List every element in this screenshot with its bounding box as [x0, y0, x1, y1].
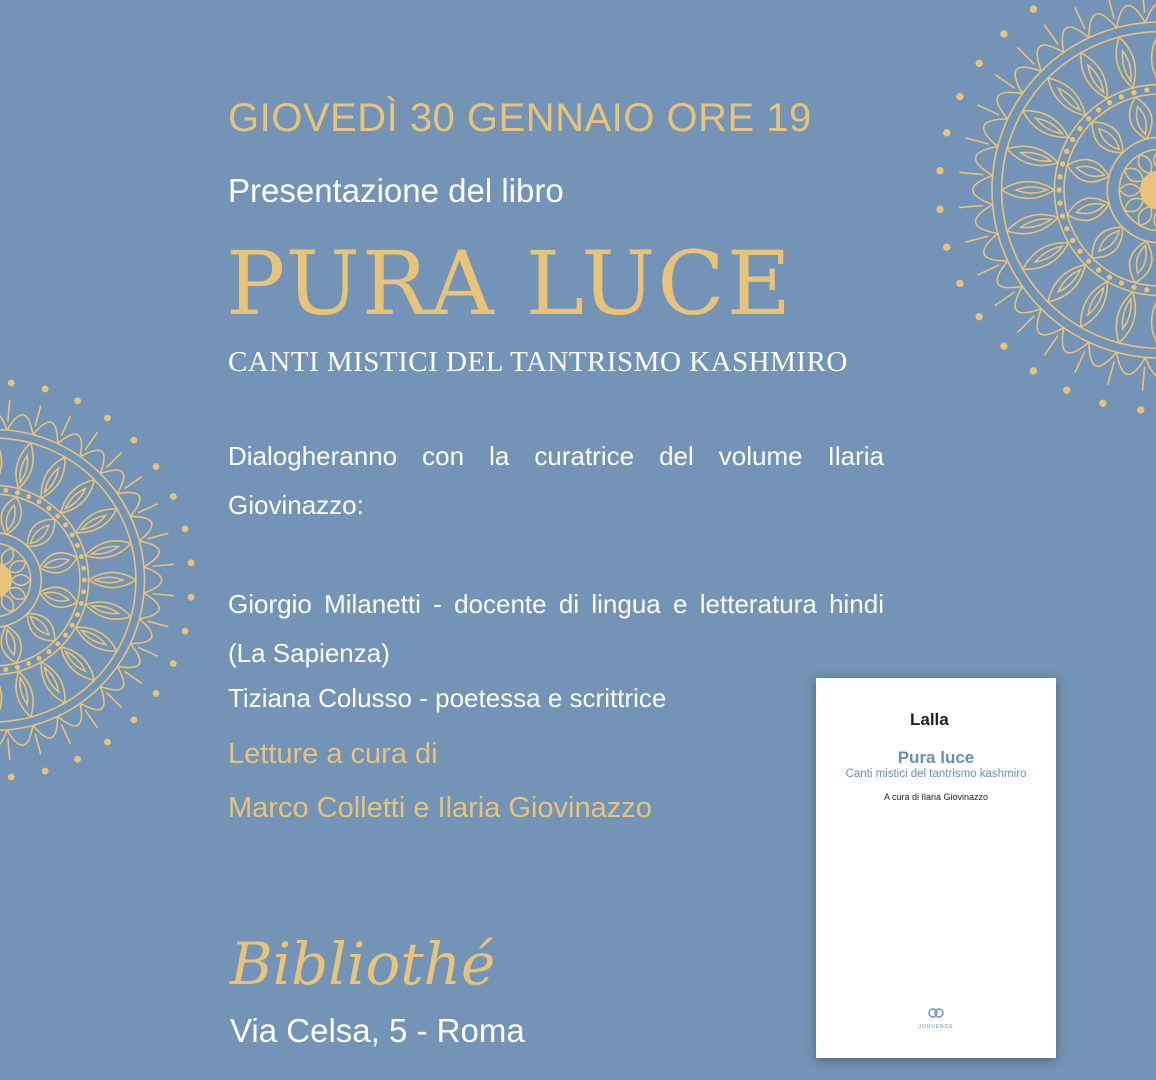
publisher-logo-icon: [928, 1006, 944, 1020]
book-cover: [816, 678, 1056, 1058]
book-cover-curator: A cura di Ilaria Giovinazzo: [883, 792, 989, 802]
dialogue-intro: Dialogheranno con la curatrice del volume Ilaria Giovinazzo:: [228, 441, 884, 520]
book-author: Lalla: [910, 710, 949, 729]
speaker-milanetti: Giorgio Milanetti - docente di lingua e letteratura hindi (La Sapienza): [228, 589, 884, 668]
book-title-heading: PURA LUCE: [226, 232, 793, 335]
readings-names: Marco Colletti e Ilaria Giovinazzo: [228, 792, 652, 824]
book-subtitle: CANTI MISTICI DEL TANTRISMO KASHMIRO: [228, 346, 848, 378]
speaker-colusso: Tiziana Colusso - poetessa e scrittrice: [228, 683, 667, 713]
readings-label: Letture a cura di: [228, 738, 438, 770]
book-cover-title: Pura luce: [897, 748, 975, 767]
venue-name: Bibliothé: [230, 930, 496, 998]
book-publisher: JOUVENCE: [918, 1024, 954, 1030]
mandala-left-decoration: [0, 350, 224, 810]
mandala-top-right-decoration: [900, 0, 1156, 450]
venue-address: Via Celsa, 5 - Roma: [230, 1012, 525, 1049]
book-cover-subtitle: Canti mistici del tantrismo kashmiro: [845, 768, 1027, 780]
event-date: GIOVEDÌ 30 GENNAIO ORE 19: [228, 96, 812, 140]
intro-text: Presentazione del libro: [228, 172, 564, 209]
